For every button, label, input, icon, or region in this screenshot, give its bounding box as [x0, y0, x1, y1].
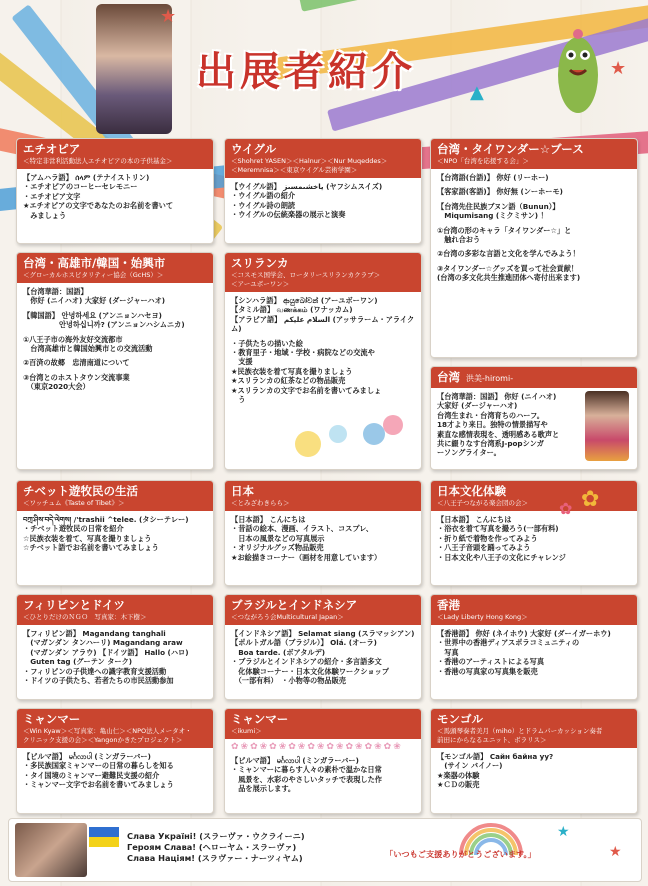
- text-line: 品を展示します。: [231, 784, 296, 794]
- card-subtitle: 前田にからなるユニット、ボラリス＞: [437, 736, 547, 744]
- card-title: 日本文化体験: [437, 484, 506, 498]
- watercolor-dot: [363, 423, 385, 445]
- card-subtitle: ＜Win Kyaw＞＜写真家：亀山仁＞＜NPO法人メータオ・: [23, 727, 192, 735]
- singer-photo: [585, 391, 629, 461]
- text-line: ・教育里子・地域・学校・病院などの交流や: [231, 348, 375, 358]
- text-line: 【台湾語(台語)】 你好 (リーホー): [437, 173, 549, 182]
- text-line: 大家好 (ダージャーハオ): [437, 401, 518, 411]
- text-line: ★エチオピアの文字であなたのお名前を書いて: [23, 201, 174, 211]
- text-line: 【インドネシア語】 Selamat siang (スラマッシアン): [231, 629, 415, 638]
- text-line: ーソングライター。: [437, 448, 501, 458]
- text-line: ・世界中の香港ディアスポラコミュニティの: [437, 638, 580, 648]
- card-japan-culture: [430, 480, 638, 586]
- text-line: (マガンダン タンハーリ) Magandang araw: [23, 638, 183, 648]
- star-decoration: ★: [557, 824, 570, 840]
- card-subtitle: ＜Shohret YASEN＞＜Halnur＞＜Nur Muqeddes＞: [231, 157, 388, 165]
- text-line: 【香港語】 你好 (ネイホウ) 大家好 (ダーイガーホウ): [437, 629, 611, 638]
- text-line: 写真: [437, 647, 459, 657]
- card-title: ブラジルとインドネシア: [231, 598, 358, 612]
- text-line: ★スリランカの文字でお名前を書いてみましょ: [231, 385, 382, 395]
- card-subtitle: ＜ひとりだけのＮＧＯ 写真家：木下樹＞: [23, 613, 147, 621]
- text-line: ・昔話の絵本、漫画、イラスト、コスプレ、: [231, 524, 374, 534]
- text-line: ・浴衣を着て写真を撮ろう(一部有料): [437, 524, 559, 534]
- text-line: 素直な感情表現を、透明感ある歌声と: [437, 429, 560, 439]
- card-philippines-germany: [16, 594, 214, 700]
- card-subtitle: ＜ワッチュム《Taste of Tibet》＞: [23, 499, 125, 507]
- text-line: ☆民族衣装を着て、写真を撮りましょう: [23, 533, 152, 543]
- text-line: 【日本語】 こんにちは: [231, 515, 306, 524]
- text-line: ・フィリピンの子供達への識字教育支援活動: [23, 666, 167, 676]
- card-subtitle: ＜アーユボーワン＞: [231, 280, 290, 288]
- text-line: みましょう: [23, 210, 67, 220]
- ukraine-support-footer: [8, 818, 642, 882]
- text-line: ・香港の写真家の写真集を販売: [437, 666, 538, 676]
- text-line: བཀྲ་ཤིས་བདེ་ལེགས། /'trashii ^telee. (タシーテレー): [23, 515, 189, 524]
- card-title: チベット遊牧民の生活: [23, 484, 138, 498]
- text-line: ★お絵描きコーナー（画材を用意しています）: [231, 552, 382, 562]
- text-line: (台湾の多文化共生推進団体へ寄付出来ます): [437, 273, 581, 283]
- text-line: 18才より来日。独特の情景描写や: [437, 420, 548, 430]
- text-line: 【ウイグル語】 ياخشىمسىز (ヤフシムスイズ): [231, 182, 383, 191]
- text-line: 【アムハラ語】 ሰላም (テナイストリン): [23, 173, 150, 182]
- text-line: 【フィリピン語】 Magandang tanghali: [23, 629, 166, 638]
- card-title: 台湾: [437, 370, 460, 384]
- text-line: ②百済の故郷 忠清南道について: [23, 358, 130, 368]
- text-line: ・香港のアーティストによる写真: [437, 657, 545, 667]
- ukraine-flag-icon: [89, 827, 119, 847]
- card-subtitle: ＜八王子つながる楽会団の会＞: [437, 499, 528, 507]
- text-line: ・子供たちの描いた絵: [231, 338, 303, 348]
- star-decoration: ★: [609, 844, 622, 860]
- card-hongkong: [430, 594, 638, 700]
- text-line: ・多民族国家ミャンマーの日常の暮らしを知る: [23, 761, 174, 771]
- card-subtitle: クリニック支援の会＞＜Yangonかきたプロジェクト＞: [23, 736, 183, 744]
- card-taiwan-booth: [430, 138, 638, 358]
- text-line: ③タイワンダー☆グッズを買って社会貢献！: [437, 263, 579, 273]
- card-title: スリランカ: [231, 256, 289, 270]
- text-line: 【韓国語】 안녕하세요 (アンニョンハセヨ): [23, 310, 162, 320]
- text-line: ☆チベット語でお名前を書いてみましょう: [23, 543, 159, 553]
- card-title: 香港: [437, 598, 460, 612]
- text-line: 日本の風景などの写真展示: [231, 533, 325, 543]
- card-title: ミャンマー: [23, 712, 81, 726]
- slogan-line: Героям Слава! (ヘローヤム・スラーヴァ): [127, 842, 297, 852]
- text-line: Guten tag (グーテン ターク): [23, 657, 133, 667]
- card-subtitle: ＜馬頭琴奏者美月（miho）とドラムパーカッション奏者: [437, 727, 603, 735]
- text-line: 台湾生まれ・台湾育ちのハーフ。: [437, 410, 544, 420]
- text-line: ①八王子市の海外友好交流都市: [23, 334, 123, 344]
- card-ethiopia: [16, 138, 214, 244]
- text-line: 触れ合おう: [437, 235, 481, 245]
- text-line: 【台湾華語：国語】: [23, 287, 88, 296]
- text-line: 【シンハラ語】 ආයුබෝවන් (アーユボーワン): [231, 296, 378, 305]
- card-mongolia: [430, 708, 638, 814]
- text-line: ・オリジナルグッズ物品販売: [231, 543, 324, 553]
- text-line: ・チベット遊牧民の日常を紹介: [23, 524, 124, 534]
- text-line: ・ミャンマー文字でお名前を書いてみましょう: [23, 780, 174, 790]
- text-line: 【ビルマ語】 မင်္ဂလာပါ (ミンガラーバー): [23, 752, 151, 761]
- text-line: ★楽器の体験: [437, 770, 480, 780]
- text-line: ・ウイグル詩の朗読: [231, 200, 296, 210]
- text-line: 支援: [231, 357, 253, 367]
- text-line: 【客家語(客語)】 你好無 (ンーホーモ): [437, 187, 563, 197]
- star-decoration: ★: [610, 58, 627, 79]
- card-kaohsiung-siheung: [16, 252, 214, 470]
- card-subtitle: 洪美-hiromi-: [466, 374, 514, 383]
- text-line: ・エチオピア文字: [23, 191, 81, 201]
- text-line: ③台湾とのホストタウン交流事業: [23, 372, 130, 382]
- text-line: 【ビルマ語】 မင်္ဂလာပါ (ミンガラーバー): [231, 756, 359, 765]
- star-decoration: ▲: [470, 82, 484, 103]
- text-line: 안녕하십니까? (アンニョンハシムニカ): [23, 320, 185, 330]
- text-line: ・八王子音頭を踊ってみよう: [437, 543, 531, 553]
- card-title: フィリピンとドイツ: [23, 598, 126, 612]
- text-line: 台湾高雄市と韓国始興市との交流活動: [23, 344, 153, 354]
- text-line: 【台湾華語：国語】 你好 (ニイハオ): [437, 392, 557, 401]
- text-line: ・エチオピアのコーヒーセレモニー: [23, 182, 138, 192]
- text-line: ・ミャンマーに暮らす人々の素朴で温かな日常: [231, 765, 382, 775]
- text-line: (マガンダン アラウ) 【ドイツ語】 Hallo (ハロ): [23, 647, 189, 657]
- text-line: （一部有料） ・小物等の物品販売: [231, 676, 346, 686]
- text-line: う: [231, 395, 246, 405]
- ukraine-supporters-photo: [15, 823, 87, 877]
- flower-icon: ✿: [581, 487, 600, 512]
- card-subtitle: ＜コスモス国学会、ロータリースリランカクラブ＞: [231, 271, 381, 279]
- card-subtitle: ＜Meremnisa＞＜東京ウイグル芸術学園＞: [231, 166, 358, 174]
- text-line: 【日本語】 こんにちは: [437, 515, 512, 524]
- flower-icon: ✿: [559, 499, 573, 518]
- text-line: ★ＣＤの販売: [437, 780, 480, 790]
- text-line: 【アラビア語】 السلام عليكم (アッサラーム・アライクム): [231, 314, 415, 334]
- card-subtitle: ＜Lady Liberty Hong Kong＞: [437, 613, 528, 621]
- text-line: ・日本文化や八王子の文化にチャレンジ: [437, 552, 566, 562]
- text-line: ★スリランカの紅茶などの物品販売: [231, 376, 346, 386]
- text-line: 化体験コーナー・日本文化体験ワークショップ: [231, 666, 389, 676]
- card-title: 台湾・高雄市/韓国・始興市: [23, 256, 166, 270]
- card-title: モンゴル: [437, 712, 483, 726]
- text-line: ・ドイツの子供たち、若者たちの市民活動参加: [23, 676, 174, 686]
- card-title: 台湾・タイワンダー☆ブース: [437, 142, 584, 156]
- slogan-line: Слава Націям! (スラヴァー・ナーツィヤム): [127, 853, 303, 863]
- card-tibet: [16, 480, 214, 586]
- text-line: 你好 (ニイハオ) 大家好 (ダージャーハオ): [23, 296, 166, 306]
- card-title: ミャンマー: [231, 712, 289, 726]
- text-line: Boa tarde. (ボアタルデ): [231, 647, 326, 657]
- text-line: 共に綴りなす台湾系J-popシンガ: [437, 439, 544, 449]
- thanks-message: 「いつもご支援ありがとうございます。」: [385, 849, 536, 859]
- page-title: 出展者紹介: [196, 49, 416, 95]
- card-hiromi: [430, 366, 638, 470]
- card-japan: [224, 480, 422, 586]
- text-line: (サイン バイノー): [437, 761, 503, 771]
- text-line: 【台湾先住民族ブヌン語（Bunun）】: [437, 201, 560, 211]
- card-myanmar-2: [224, 708, 422, 814]
- flower-garland: ✿❀✿❀✿❀✿❀✿❀✿❀✿❀✿❀✿❀: [231, 742, 403, 752]
- text-line: ・ウイグル語の紹介: [231, 191, 296, 201]
- watercolor-dot: [329, 425, 347, 443]
- card-brazil-indonesia: [224, 594, 422, 700]
- text-line: ・タイ国境のミャンマー避難民支援の紹介: [23, 770, 160, 780]
- slogan-line: Слава Україні! (スラーヴァ・ウクライーニ): [127, 831, 305, 841]
- card-subtitle: ＜とみざわきらら＞: [231, 499, 290, 507]
- text-line: 【ポルトガル語（ブラジル）】 Olá. (オーラ): [231, 638, 377, 648]
- card-subtitle: ＜NPO「台湾を応援する会」＞: [437, 157, 529, 165]
- text-line: （東京2020大会）: [23, 382, 90, 392]
- watercolor-dot: [295, 431, 321, 457]
- card-uighur: [224, 138, 422, 244]
- watercolor-dot: [383, 415, 403, 435]
- text-line: ・ウイグルの伝統楽器の展示と演奏: [231, 210, 346, 220]
- card-subtitle: ＜つながろう会Multicultural Japan＞: [231, 613, 344, 621]
- mascot-character: [548, 20, 608, 120]
- text-line: ・ブラジルとインドネシアの紹介・多言語多文: [231, 657, 382, 667]
- text-line: 【タミル語】 வணக்கம் (ワナッカム): [231, 305, 353, 315]
- text-line: 【モンゴル語】 Сайн байна уу?: [437, 752, 554, 761]
- card-title: ウイグル: [231, 142, 277, 156]
- text-line: ①台湾の形のキャラ「タイワンダー☆」と: [437, 225, 572, 235]
- text-line: ・折り紙で着物を作ってみよう: [437, 533, 538, 543]
- ukraine-slogans: [127, 831, 305, 864]
- card-subtitle: ＜グローカルホスピタリティー協会（GcHS）＞: [23, 271, 164, 279]
- card-myanmar-1: [16, 708, 214, 814]
- star-decoration: ★: [160, 6, 177, 27]
- text-line: Miqumisang (ミクミサン) ！: [437, 211, 548, 221]
- card-title: 日本: [231, 484, 254, 498]
- text-line: ★民族衣装を着て写真を撮りましょう: [231, 366, 353, 376]
- card-subtitle: ＜特定非営利活動法人エチオピアの本の子供基金＞: [23, 157, 173, 165]
- card-title: エチオピア: [23, 142, 81, 156]
- text-line: 風景を、水彩のやさしいタッチで表現した作: [231, 774, 382, 784]
- card-subtitle: ＜ikumi＞: [231, 727, 262, 735]
- text-line: ②台湾の多彩な言語と文化を学んでみよう！: [437, 249, 580, 259]
- card-srilanka: [224, 252, 422, 470]
